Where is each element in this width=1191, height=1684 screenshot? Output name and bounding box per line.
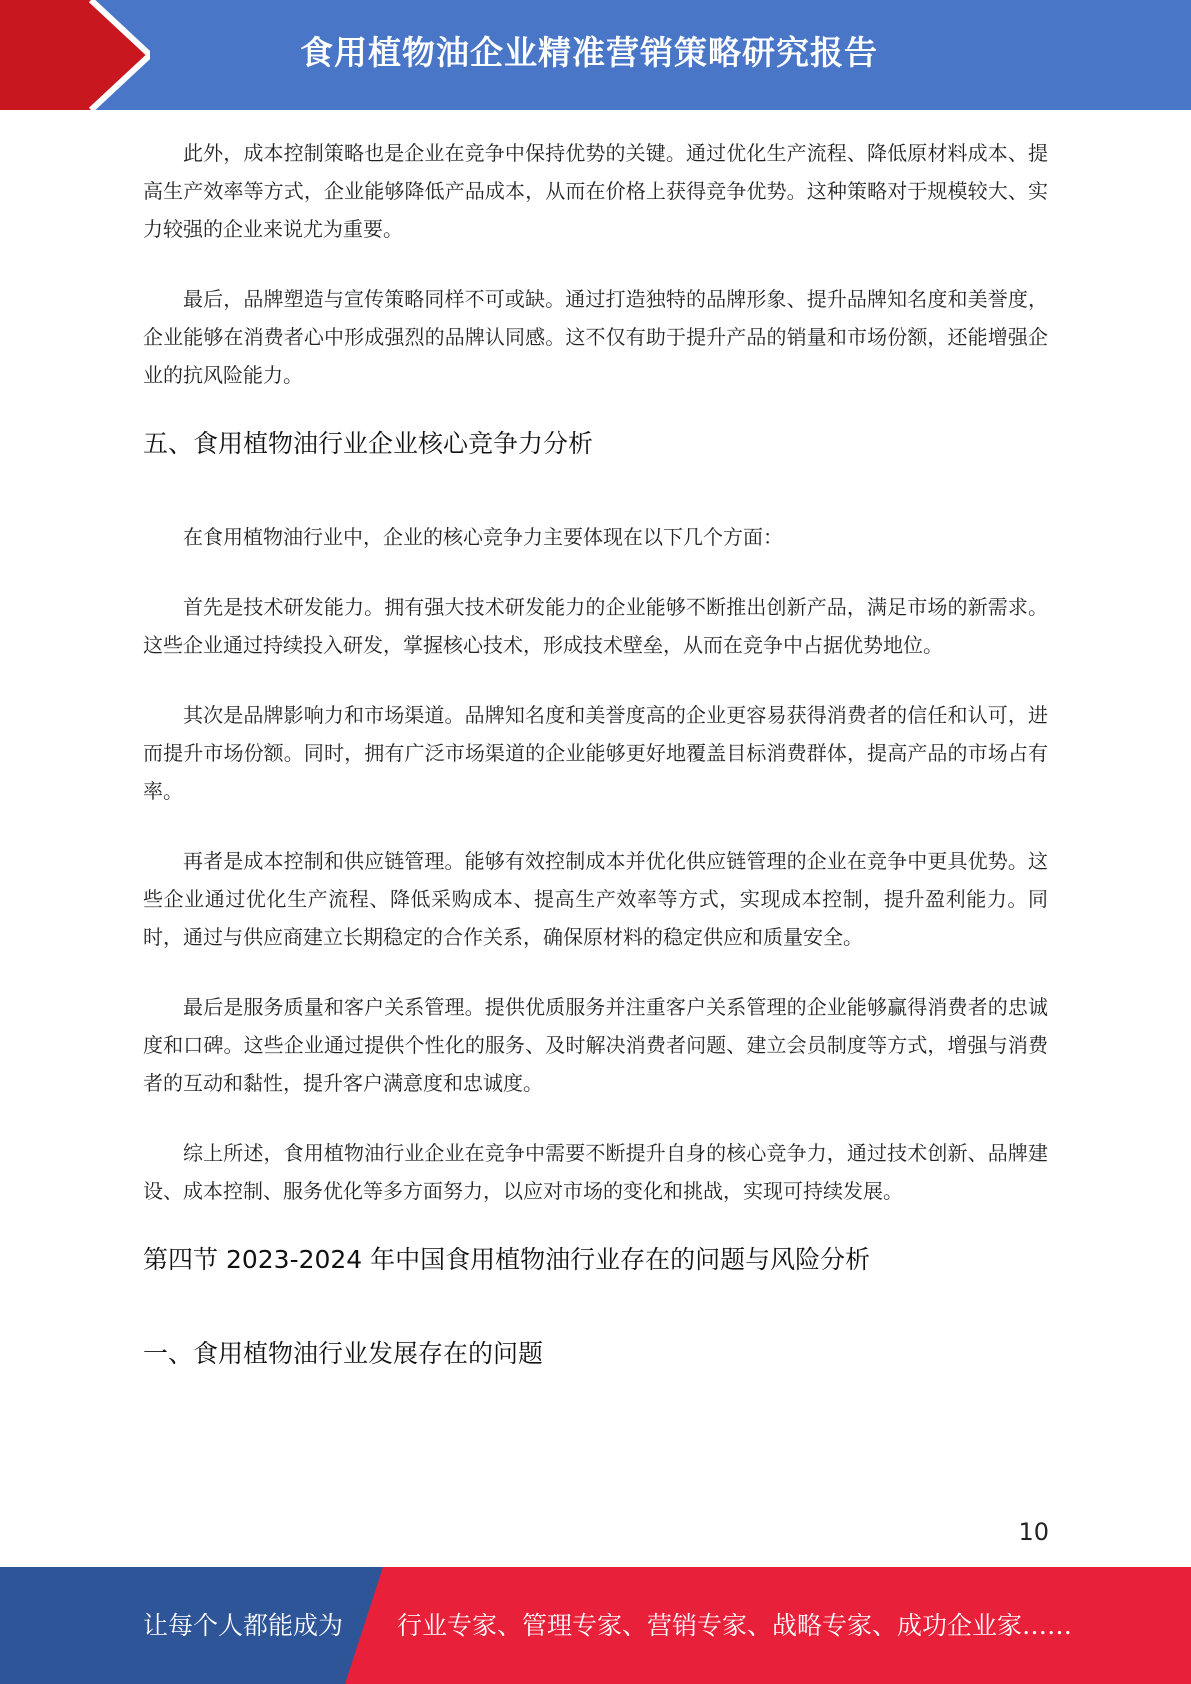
section-heading-core-competitiveness: 五、食用植物油行业企业核心竞争力分析 — [143, 429, 594, 458]
page-number: 10 — [1018, 1518, 1049, 1546]
subsection-heading-problems: 一、食用植物油行业发展存在的问题 — [143, 1339, 544, 1368]
page-footer — [0, 1567, 1191, 1684]
report-title: 食用植物油企业精准营销策略研究报告 — [300, 33, 878, 72]
footer-slogan-right: 行业专家、管理专家、营销专家、战略专家、成功企业家…… — [397, 1611, 1073, 1640]
paragraph-tech-rd: 首先是技术研发能力。拥有强大技术研发能力的企业能够不断推出创新产品，满足市场的新需求。这些企业通过持续投入研发，掌握核心技术，形成技术壁垒，从而在竞争中占据优势地位。 — [143, 595, 1048, 657]
header-red-arrow-decoration — [0, 0, 150, 110]
paragraph-cost-control: 此外，成本控制策略也是企业在竞争中保持优势的关键。通过优化生产流程、降低原材料成本、提高生产效率等方式，企业能够降低产品成本，从而在价格上获得竞争优势。这种策略对于规模较大、实力较强的企业来说尤为重要。 — [143, 141, 1048, 241]
paragraph-service: 最后是服务质量和客户关系管理。提供优质服务并注重客户关系管理的企业能够赢得消费者的忠诚度和口碑。这些企业通过提供个性化的服务、及时解决消费者问题、建立会员制度等方式，增强与消费者的互动和黏性，提升客户满意度和忠诚度。 — [143, 995, 1048, 1095]
paragraph-intro: 在食用植物油行业中，企业的核心竞争力主要体现在以下几个方面： — [183, 525, 783, 549]
footer-slogan-left: 让每个人都能成为 — [143, 1611, 344, 1640]
page-header — [0, 0, 1191, 110]
paragraph-summary: 综上所述，食用植物油行业企业在竞争中需要不断提升自身的核心竞争力，通过技术创新、品牌建设、成本控制、服务优化等多方面努力，以应对市场的变化和挑战，实现可持续发展。 — [143, 1141, 1048, 1203]
paragraph-supply-chain: 再者是成本控制和供应链管理。能够有效控制成本并优化供应链管理的企业在竞争中更具优势。这些企业通过优化生产流程、降低采购成本、提高生产效率等方式，实现成本控制，提升盈利能力。同时，通过与供应商建立长期稳定的合作关系，确保原材料的稳定供应和质量安全。 — [143, 849, 1048, 949]
paragraph-brand-channel: 其次是品牌影响力和市场渠道。品牌知名度和美誉度高的企业更容易获得消费者的信任和认可，进而提升市场份额。同时，拥有广泛市场渠道的企业能够更好地覆盖目标消费群体，提高产品的市场占有率。 — [143, 703, 1048, 803]
section-heading-problems-risks: 第四节 2023-2024 年中国食用植物油行业存在的问题与风险分析 — [143, 1245, 871, 1274]
paragraph-brand-building: 最后，品牌塑造与宣传策略同样不可或缺。通过打造独特的品牌形象、提升品牌知名度和美誉度，企业能够在消费者心中形成强烈的品牌认同感。这不仅有助于提升产品的销量和市场份额，还能增强企业的抗风险能力。 — [143, 287, 1048, 387]
page-content — [143, 134, 1048, 1372]
